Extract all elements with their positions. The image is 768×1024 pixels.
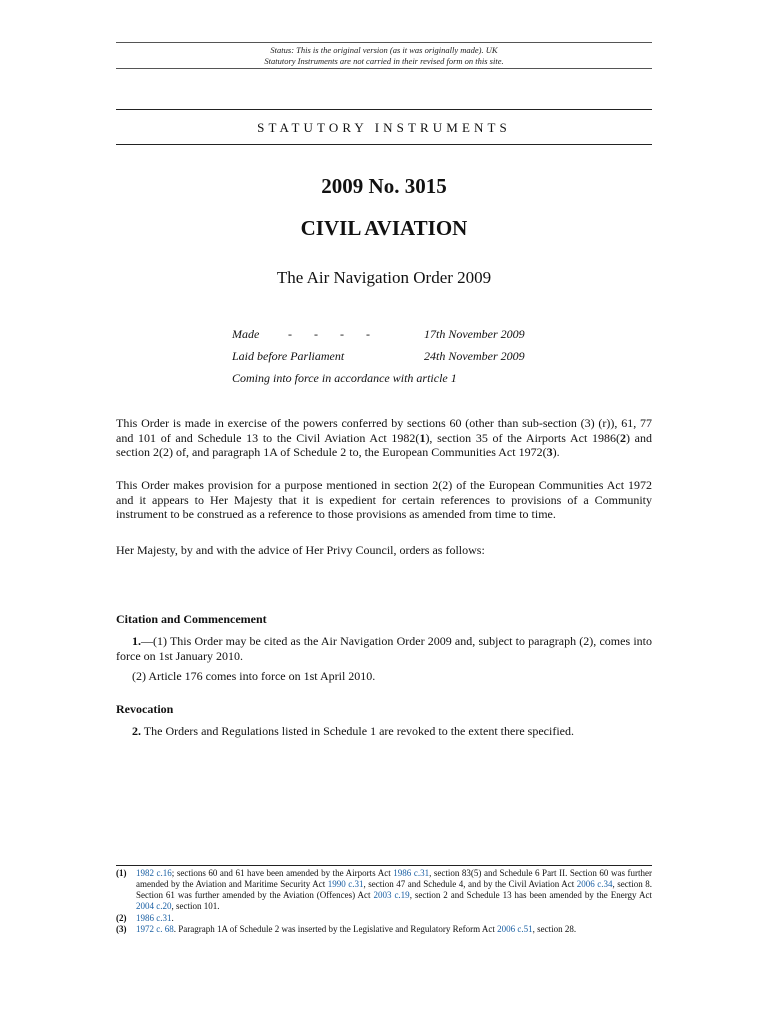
footnote-ref-1[interactable]: 1 [419,430,426,445]
footnote-1: (1) 1982 c.16; sections 60 and 61 have been amended by the Airports Act 1986 c.31, section 83(5) and Schedule 6 Part II. Section 60 was further amended by the Aviation and Maritime Security Act 1990 c.31, section 47 and Schedule 4, and by the Civil Aviation Act 2006 c.34, section 8. Section 61 was further amended by the Aviation (Offences) Act 2003 c.19, section 2 and Schedule 13 has been amended by the Energy Act 2004 c.20, section 101. [116,868,653,911]
laid-date: 24th November 2009 [424,349,525,363]
footnote-ref-2[interactable]: 2 [619,430,626,445]
series-heading: STATUTORY INSTRUMENTS [257,120,511,135]
instrument-number: 2009 No. 3015 [321,174,447,198]
link-1986-c31-fn2[interactable]: 1986 c.31 [136,913,172,923]
link-2004-c20[interactable]: 2004 c.20 [136,901,172,911]
article-1-paragraph-1: 1.—(1) This Order may be cited as the Air Navigation Order 2009 and, subject to paragraph (2), comes into force on 1st January 2010. [116,634,652,663]
status-line-1: Status: This is the original version (as it was originally made). UK [270,45,498,55]
footnote-ref-3[interactable]: 3 [546,445,553,459]
series-top-rule [116,109,652,110]
link-1982-c16[interactable]: 1982 c.16 [136,868,172,878]
citation-heading: Citation and Commencement [116,612,267,626]
footnote-3-number: (3) [116,924,127,934]
status-note [116,45,652,67]
article-2: 2. The Orders and Regulations listed in Schedule 1 are revoked to the extent there specified. [132,724,574,738]
footnote-rule [116,865,652,866]
footnote-2: (2) 1986 c.31. [116,913,174,923]
made-dashes: - - - - [288,327,370,341]
link-1972-c68[interactable]: 1972 c. 68 [136,924,174,934]
laid-label: Laid before Parliament [232,349,345,363]
preamble-paragraph-3: Her Majesty, by and with the advice of Her Privy Council, orders as follows: [116,543,485,557]
preamble-paragraph-2: This Order makes provision for a purpose mentioned in section 2(2) of the European Communities Act 1972 and it appears to Her Majesty that it is expedient for certain references to provisions of a Community instrument to be construed as a reference to those provisions as amended from time to time. [116,478,652,521]
subject-heading: CIVIL AVIATION [300,216,468,240]
status-line-2: Statutory Instruments are not carried in their revised form on this site. [264,56,504,66]
link-2006-c34[interactable]: 2006 c.34 [576,879,613,889]
article-1-paragraph-2: (2) Article 176 comes into force on 1st April 2010. [132,669,376,683]
footnote-2-number: (2) [116,913,127,923]
article-2-number: 2. [132,724,141,738]
footnote-3: (3) 1972 c. 68. Paragraph 1A of Schedule 2 was inserted by the Legislative and Regulatory Reform Act 2006 c.51, section 28. [116,924,577,934]
order-title: The Air Navigation Order 2009 [276,268,492,287]
top-rule [116,42,652,43]
footnote-1-number: (1) [116,868,127,878]
link-2003-c19[interactable]: 2003 c.19 [373,890,410,900]
article-1-number: 1. [132,634,141,648]
made-label: Made [232,327,260,341]
status-rule [116,68,652,69]
force-text: Coming into force in accordance with article 1 [232,371,457,385]
link-1990-c31[interactable]: 1990 c.31 [327,879,364,889]
revocation-heading: Revocation [116,702,174,716]
preamble-paragraph-1: This Order is made in exercise of the powers conferred by sections 60 (other than sub-section (3) (r)), 61, 77 and 101 of and Schedule 13 to the Civil Aviation Act 1982(1), section 35 of the Airports Act 1986(2) and section 2(2) of, and paragraph 1A of Schedule 2 to, the European Communities Act 1972(3). [116,416,652,459]
link-2006-c51[interactable]: 2006 c.51 [497,924,533,934]
made-date: 17th November 2009 [424,327,525,341]
series-bottom-rule [116,144,652,145]
link-1986-c31[interactable]: 1986 c.31 [393,868,430,878]
